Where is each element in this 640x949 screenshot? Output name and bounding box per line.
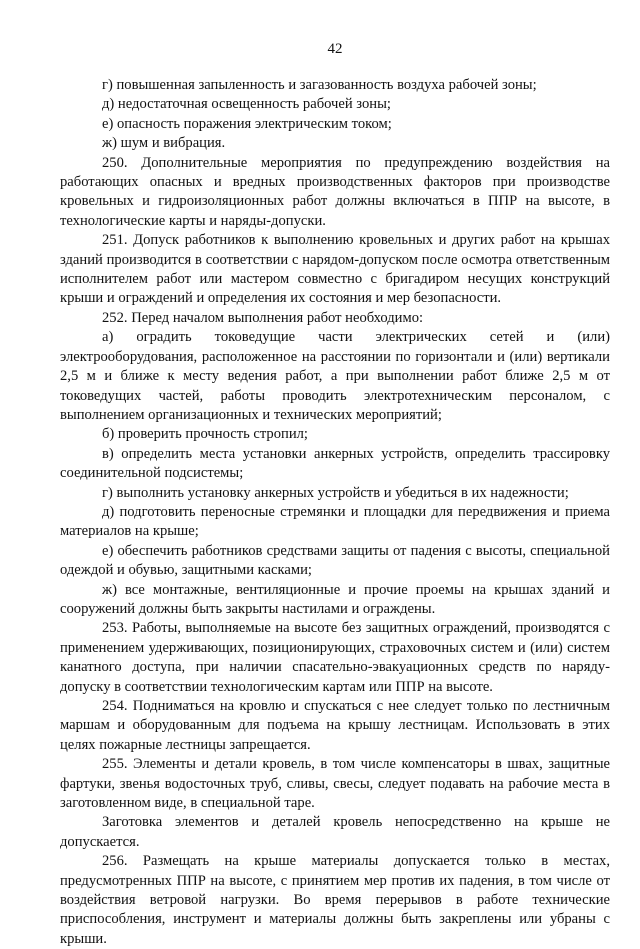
clause-252-item-b: б) проверить прочность стропил; xyxy=(102,426,308,443)
clause-252-item-g: г) выполнить установку анкерных устройств и убедиться в их надежности; xyxy=(102,484,569,501)
clause-252-item-a: а) оградить токоведущие части электрических сетей и (или) электрооборудования, расположенное на расстоянии по горизонтали и (или) вертикали 2,5 м и ближе к месту ведения работ, а при выполнении работ ближе 2,5 м от токоведущих частей, работы проводить электротехническим персоналом, с выполнением организационных и технических мероприятий; xyxy=(60,329,610,423)
clause-252: 252. Перед началом выполнения работ необходимо: xyxy=(102,309,424,326)
clause-256: 256. Размещать на крыше материалы допускается только в местах, предусмотренных ППР на высоте, с принятием мер против их падения, в том числе от воздействия ветровой нагрузки. Во время перерывов в работе технические приспособления, инструмент и материалы должны быть закреплены или убраны с крыши. xyxy=(60,853,610,947)
clause-253: 253. Работы, выполняемые на высоте без защитных ограждений, производятся с применением удерживающих, позиционирующих, страховочных систем и (или) систем канатного доступа, при наличии спасательно-эвакуационных средств по наряду-допуску в соответствии технологическим картам или ППР на высоте. xyxy=(60,620,610,695)
list-item-d-lighting: д) недостаточная освещенность рабочей зоны; xyxy=(102,96,391,113)
clause-255-note: Заготовка элементов и деталей кровель непосредственно на крыше не допускается. xyxy=(60,814,610,850)
clause-252-item-d: д) подготовить переносные стремянки и площадки для передвижения и приема материалов на крыше; xyxy=(60,503,610,540)
clause-250: 250. Дополнительные мероприятия по предупреждению воздействия на работающих опасных и вредных производственных факторов при производстве кровельных и гидроизоляционных работ должны включаться в ППР на высоте, в технологические карты и наряды-допуски. xyxy=(60,154,610,229)
list-item-g-dust: г) повышенная запыленность и загазованность воздуха рабочей зоны; xyxy=(102,77,537,93)
page-number: 42 xyxy=(327,41,343,57)
clause-252-item-e: е) обеспечить работников средствами защиты от падения с высоты, специальной одеждой и обувью, защитными касками; xyxy=(60,542,610,579)
clause-255: 255. Элементы и детали кровель, в том числе компенсаторы в швах, защитные фартуки, звенья водосточных труб, сливы, свесы, следует подавать на рабочие места в заготовленном виде, в специальной таре. xyxy=(60,756,610,812)
clause-252-item-zh: ж) все монтажные, вентиляционные и прочие проемы на крышах зданий и сооружений должны быть закрыты настилами и ограждены. xyxy=(60,581,610,617)
clause-254: 254. Подниматься на кровлю и спускаться с нее следует только по лестничным маршам и оборудованным для подъема на крышу лестницам. Использовать в этих целях пожарные лестницы запрещается. xyxy=(60,698,610,753)
clause-251: 251. Допуск работников к выполнению кровельных и других работ на крышах зданий производится в соответствии с нарядом-допуском после осмотра ответственным исполнителем работ или мастером совместно с бригадиром несущих конструкций крыши и ограждений и определения их состояния и мер безопасности. xyxy=(60,232,610,307)
document-body xyxy=(60,76,610,949)
list-item-e-electric: е) опасность поражения электрическим током; xyxy=(102,115,392,132)
list-item-zh-noise: ж) шум и вибрация. xyxy=(102,135,226,152)
clause-252-item-v: в) определить места установки анкерных устройств, определить трассировку соединительной подсистемы; xyxy=(60,445,610,482)
